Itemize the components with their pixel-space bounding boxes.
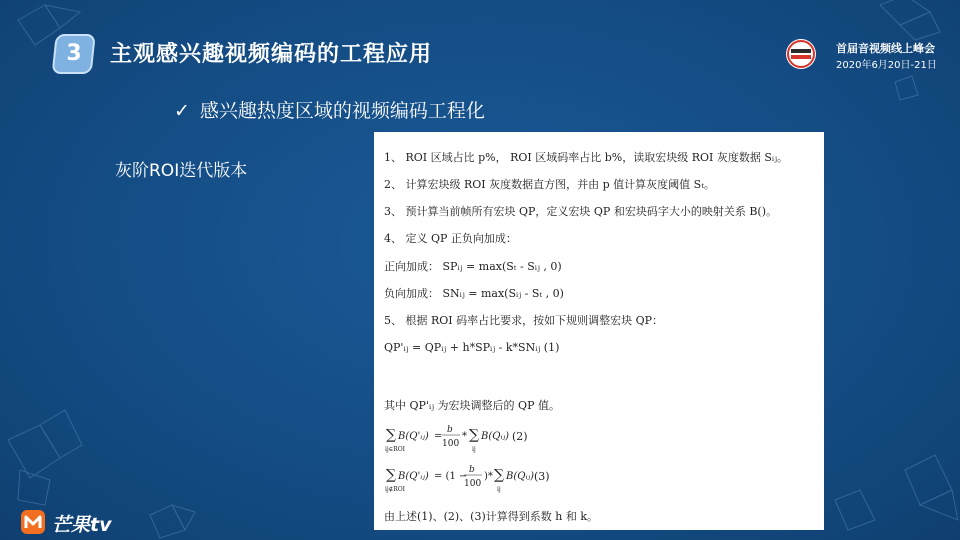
svg-text:100: 100 bbox=[442, 439, 460, 449]
svg-text:B(Qᵢⱼ): B(Qᵢⱼ) bbox=[506, 471, 535, 482]
subtitle-text: 感兴趣热度区域的视频编码工程化 bbox=[199, 100, 485, 122]
svg-text:ij: ij bbox=[472, 446, 476, 453]
mango-tv-logo-text: 芒果tv bbox=[52, 514, 112, 536]
svg-text:B(Q'ᵢⱼ): B(Q'ᵢⱼ) bbox=[398, 471, 429, 482]
content-line: 3、 预计算当前帧所有宏块 QP，定义宏块 QP 和宏块码字大小的映射关系 B()。 bbox=[384, 205, 777, 218]
svg-text:∑: ∑ bbox=[386, 467, 396, 483]
equation-2-formula bbox=[384, 420, 584, 454]
equation-3-formula bbox=[384, 460, 584, 494]
svg-text:∑: ∑ bbox=[494, 467, 504, 483]
content-line: 5、 根据 ROI 码率占比要求，按如下规则调整宏块 QP： bbox=[384, 314, 664, 327]
svg-text:100: 100 bbox=[464, 479, 482, 489]
content-line: QP'ᵢⱼ = QPᵢⱼ + h*SPᵢⱼ - k*SNᵢⱼ (1) bbox=[384, 341, 560, 354]
svg-text:*: * bbox=[462, 431, 467, 442]
subtitle bbox=[174, 96, 485, 123]
svg-text:b: b bbox=[469, 465, 475, 475]
equation-3-label: (3) bbox=[534, 470, 550, 483]
svg-text:ij∈ROI: ij∈ROI bbox=[385, 446, 406, 453]
page-title: 主观感兴趣视频编码的工程应用 bbox=[110, 42, 433, 67]
svg-text:∑: ∑ bbox=[469, 427, 479, 443]
svg-text:B(Q'ᵢⱼ): B(Q'ᵢⱼ) bbox=[398, 431, 429, 442]
content-line: 其中 QP'ᵢⱼ 为宏块调整后的 QP 值。 bbox=[384, 399, 560, 412]
equation-2-label: (2) bbox=[512, 430, 528, 443]
content-line: 2、 计算宏块级 ROI 灰度数据直方图，并由 p 值计算灰度阈值 Sₜ。 bbox=[384, 178, 715, 191]
content-line: 正向加成： SPᵢⱼ = max(Sₜ - Sᵢⱼ , 0) bbox=[384, 260, 562, 273]
algorithm-panel bbox=[374, 132, 824, 530]
conference-name: 首届音视频线上峰会 bbox=[836, 42, 935, 55]
svg-text:∑: ∑ bbox=[386, 427, 396, 443]
content-line: 负向加成： SNᵢⱼ = max(Sᵢⱼ - Sₜ , 0) bbox=[384, 287, 564, 300]
svg-text:)*: )* bbox=[484, 471, 493, 482]
checkmark-icon: ✓ bbox=[174, 100, 190, 122]
conference-date: 2020年6月20日-21日 bbox=[836, 60, 937, 71]
conference-logo-icon bbox=[785, 38, 831, 70]
section-number: 3 bbox=[66, 41, 82, 66]
svg-text:=: = bbox=[434, 431, 443, 442]
svg-text:ij∉ROI: ij∉ROI bbox=[385, 486, 406, 493]
content-line: 1、 ROI 区域占比 p%， ROI 区域码率占比 b%，读取宏块级 ROI 灰度数据 Sᵢⱼ。 bbox=[384, 151, 789, 164]
svg-text:ij: ij bbox=[497, 486, 501, 493]
side-label: 灰阶ROI迭代版本 bbox=[115, 161, 248, 181]
mango-tv-logo-icon bbox=[20, 509, 46, 535]
svg-text:B(Qᵢⱼ): B(Qᵢⱼ) bbox=[481, 431, 510, 442]
content-line: 由上述(1)、(2)、(3)计算得到系数 h 和 k。 bbox=[384, 510, 598, 523]
svg-text:b: b bbox=[447, 425, 453, 435]
svg-text:= (1 −: = (1 − bbox=[434, 471, 468, 482]
content-line: 4、 定义 QP 正负向加成： bbox=[384, 232, 517, 245]
